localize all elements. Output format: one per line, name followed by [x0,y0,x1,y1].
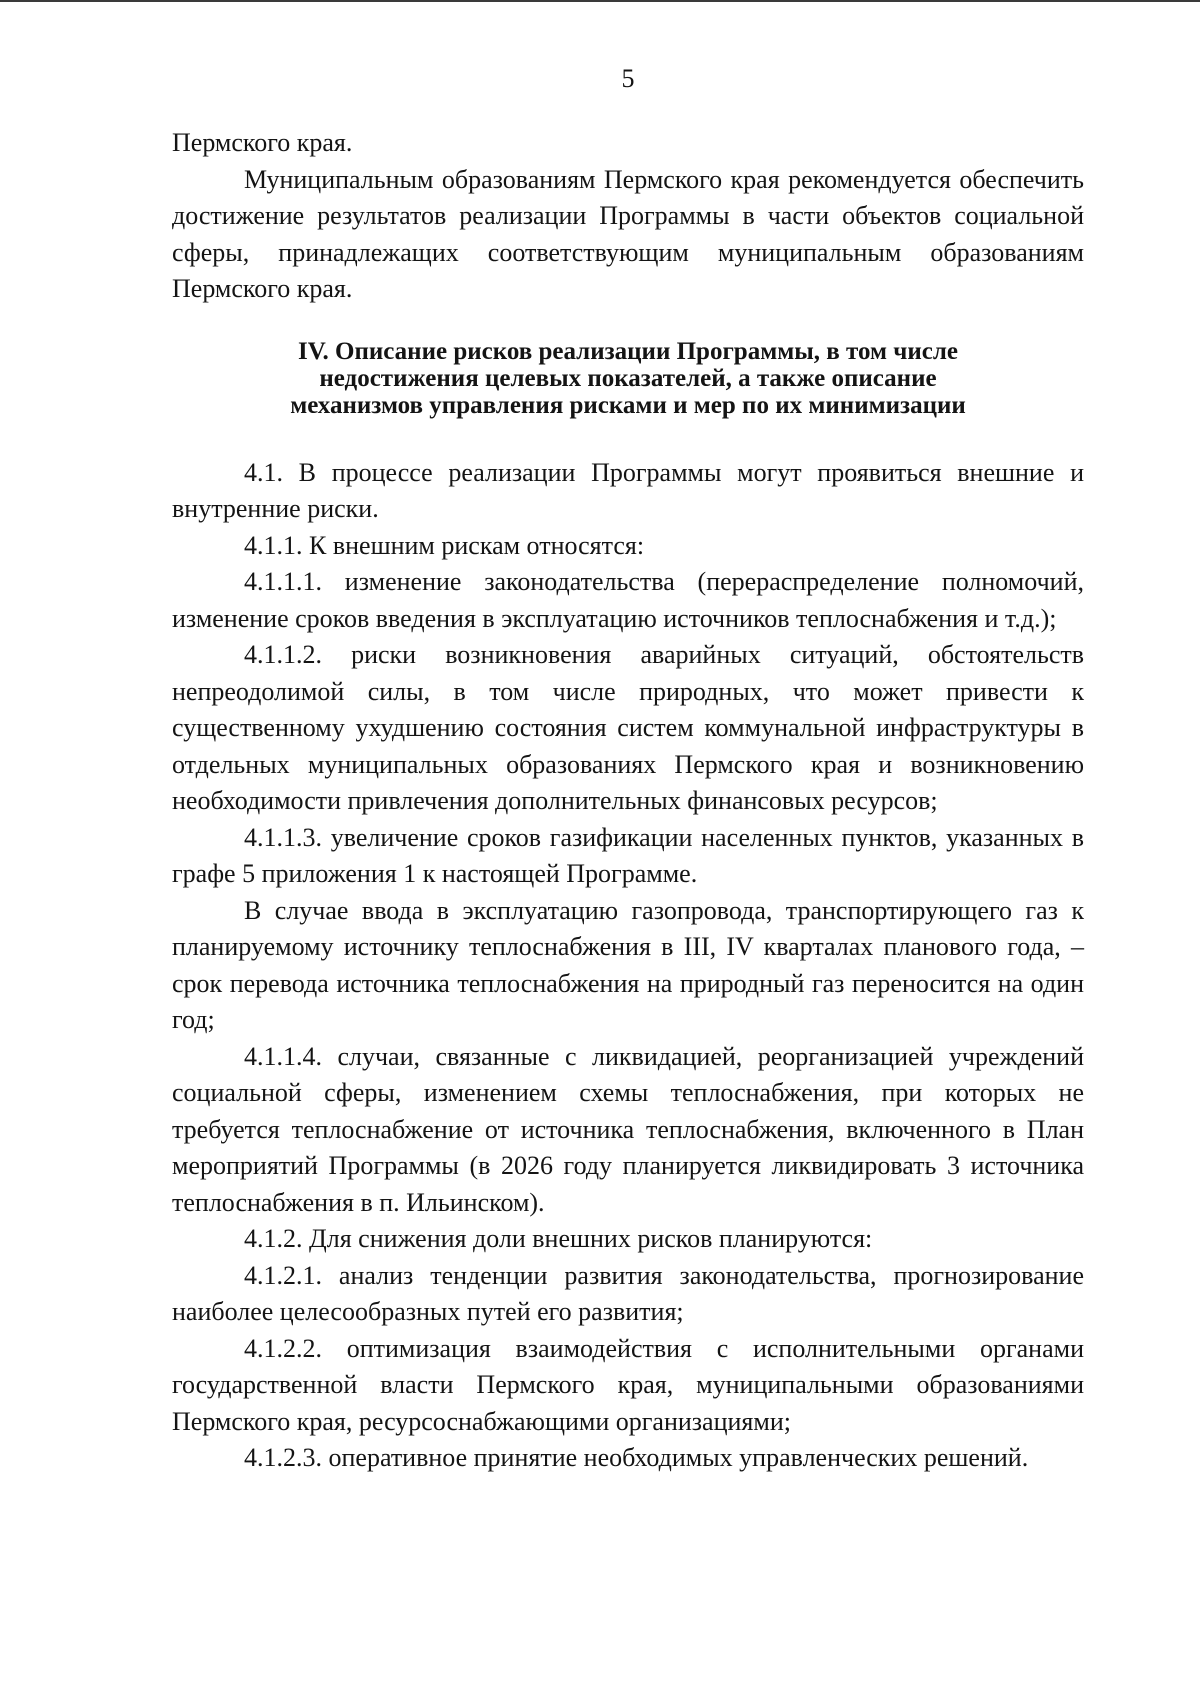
paragraph-continuation: Пермского края. [172,128,353,157]
paragraph-4-1-1-4: 4.1.1.4. случаи, связанные с ликвидацией, реорганизацией учреждений социальной сферы, изменением схемы теплоснабжения, при которых не требуется теплоснабжение от источника теплоснабжения, включенного в План мероприятий Программы (в 2026 году планируется ликвидировать 3 источника теплоснабжения в п. Ильинском). [172,1041,1084,1217]
page-number: 5 [621,64,635,93]
paragraph-4-1-2-2: 4.1.2.2. оптимизация взаимодействия с исполнительными органами государственной власти Пермского края, муниципальными образованиями Пермского края, ресурсоснабжающими организациями; [172,1333,1084,1436]
section-heading-line: IV. Описание рисков реализации Программы, в том числе [297,337,959,365]
paragraph-municipal-recommendation: Муниципальным образованиям Пермского края рекомендуется обеспечить достижение результатов реализации Программы в части объектов социальной сферы, принадлежащих соответствующим муниципальным образованиям Пермского края. [172,164,1084,303]
section-heading-line: механизмов управления рисками и мер по их минимизации [290,391,966,419]
paragraph-4-1-1-3: 4.1.1.3. увеличение сроков газификации населенных пунктов, указанных в графе 5 приложения 1 к настоящей Программе. [172,822,1084,888]
paragraph-4-1-2: 4.1.2. Для снижения доли внешних рисков планируются: [244,1224,873,1253]
paragraph-4-1-2-1: 4.1.2.1. анализ тенденции развития законодательства, прогнозирование наиболее целесообразных путей его развития; [172,1260,1084,1326]
paragraph-4-1-1-2: 4.1.1.2. риски возникновения аварийных ситуаций, обстоятельств непреодолимой силы, в том числе природных, что может привести к существенному ухудшению состояния систем коммунальной инфраструктуры в отдельных муниципальных образованиях Пермского края и возникновению необходимости привлечения дополнительных финансовых ресурсов; [172,640,1084,815]
paragraph-gas-pipeline-case: В случае ввода в эксплуатацию газопровода, транспортирующего газ к планируемому источнику теплоснабжения в III, IV кварталах планового года, – срок перевода источника теплоснабжения на природный газ переносится на один год; [172,895,1084,1034]
paragraph-4-1-1: 4.1.1. К внешним рискам относятся: [244,530,645,560]
section-heading [172,338,1084,419]
section-heading-line: недостижения целевых показателей, а также описание [319,364,937,392]
document-body [172,125,1084,1477]
paragraph-4-1-2-3: 4.1.2.3. оперативное принятие необходимых управленческих решений. [244,1443,1029,1472]
scan-top-edge [0,0,1200,2]
paragraph-4-1-1-1: 4.1.1.1. изменение законодательства (перераспределение полномочий, изменение сроков введения в эксплуатацию источников теплоснабжения и т.д.); [172,567,1084,633]
paragraph-4-1: 4.1. В процессе реализации Программы могут проявиться внешние и внутренние риски. [172,457,1084,523]
